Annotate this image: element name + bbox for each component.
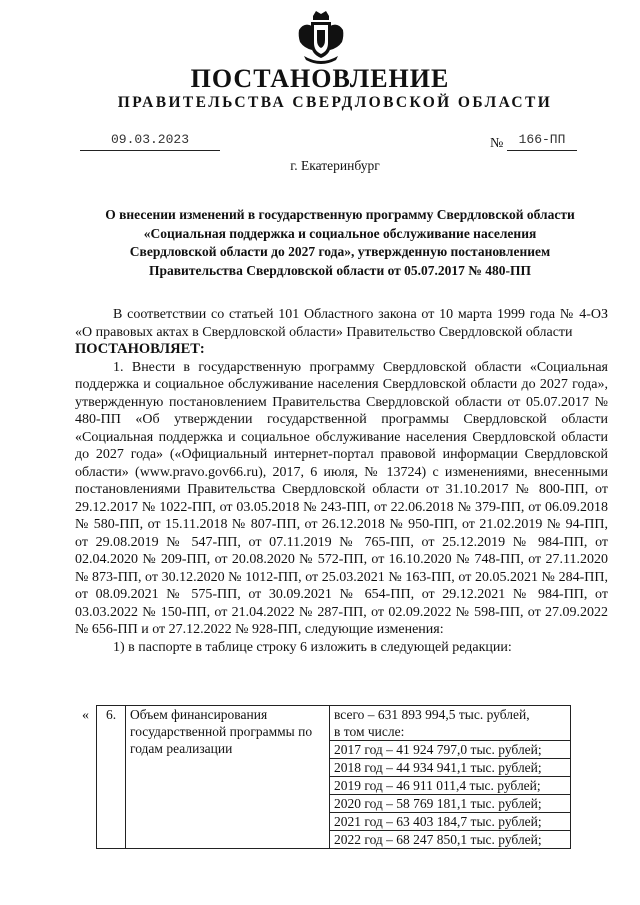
value-line: всего – 631 893 994,5 тыс. рублей, (334, 707, 530, 722)
value-line: 2021 год – 63 403 184,7 тыс. рублей; (330, 812, 570, 830)
row-number: 6. (97, 706, 126, 849)
city: г. Екатеринбург (290, 158, 380, 173)
document-body (75, 306, 608, 656)
decree-word: ПОСТАНОВЛЯЕТ: (75, 341, 205, 357)
number-field: 166-ПП (507, 132, 577, 151)
heading-line: О внесении изменений в государственную программу Свердловской области (105, 207, 575, 222)
heading-line: «Социальная поддержка и социальное обслуживание населения (143, 225, 537, 241)
number-label: № (490, 136, 504, 151)
value-line: 2019 год – 46 911 011,4 тыс. рублей; (330, 776, 570, 794)
passport-table (96, 705, 571, 849)
value-line: 2020 год – 58 769 181,1 тыс. рублей; (330, 794, 570, 812)
table-row (97, 706, 571, 849)
item-1-paragraph: 1. Внести в государственную программу Свердловской области «Социальная поддержка и социальное обслуживание населения Свердловской области до 2027 года», утвержденную постановлением Правительства Свердловской области от 05.07.2017 № 480-ПП «Об утверждении государственной программы Свердловской области «Социальная поддержка и социальное обслуживание населения Свердловской области до 2027 года» («Официальный интернет-портал правовой информации Свердловской области» (www.pravo.gov66.ru), 2017, 6 июля, № 13724) с изменениями, внесенными постановлениями Правительства Свердловской области от 31.10.2017 № 800-ПП, от 29.12.2017 № 1022-ПП, от 03.05.2018 № 243-ПП, от 22.06.2018 № 379-ПП, от 06.09.2018 № 580-ПП, от 15.11.2018 № 807-ПП, от 26.12.2018 № 950-ПП, от 21.02.2019 № 94-ПП, от 29.08.2019 № 547-ПП, от 07.11.2019 № 765-ПП, от 25.12.2019 № 984-ПП, от 02.04.2020 № 209-ПП, от 20.08.2020 № 572-ПП, от 16.10.2020 № 748-ПП, от 27.11.2020 № 873-ПП, от 30.12.2020 № 1012-ПП, от 25.03.2021 № 163-ПП, от 20.05.2021 № 284-ПП, от 08.09.2021 № 575-ПП, от 30.09.2021 № 654-ПП, от 29.12.2021 № 984-ПП, от 03.03.2022 № 150-ПП, от 21.04.2022 № 287-ПП, от 02.09.2022 № 598-ПП, от 27.09.2022 № 656-ПП и от 27.12.2022 № 928-ПП, следующие изменения: (75, 359, 608, 637)
value-line: в том числе: (334, 724, 405, 739)
heading-line: Свердловской области до 2027 года», утвержденную постановлением (129, 244, 551, 259)
coat-of-arms-icon (296, 10, 346, 66)
row-label: Объем финансирования государственной программы по годам реализации (126, 706, 330, 849)
preamble-paragraph: В соответствии со статьей 101 Областного закона от 10 марта 1999 года № 4-ОЗ «О правовых актах в Свердловской области» Правительство Свердловской области (75, 307, 608, 340)
value-line: 2022 год – 68 247 850,1 тыс. рублей; (330, 830, 570, 848)
value-line: 2017 год – 41 924 797,0 тыс. рублей; (330, 740, 570, 758)
document-title: ПОСТАНОВЛЕНИЕ (190, 64, 450, 93)
value-line: 2018 год – 44 934 941,1 тыс. рублей; (330, 758, 570, 776)
opening-quote: « (82, 708, 89, 723)
document-subtitle: ПРАВИТЕЛЬСТВА СВЕРДЛОВСКОЙ ОБЛАСТИ (117, 94, 553, 111)
date-field: 09.03.2023 (80, 132, 220, 151)
row-values (330, 706, 571, 849)
heading-line: Правительства Свердловской области от 05.07.2017 № 480-ПП (149, 262, 531, 278)
document-heading (70, 206, 610, 280)
sub-item-1: 1) в паспорте в таблице строку 6 изложить в следующей редакции: (113, 639, 512, 655)
